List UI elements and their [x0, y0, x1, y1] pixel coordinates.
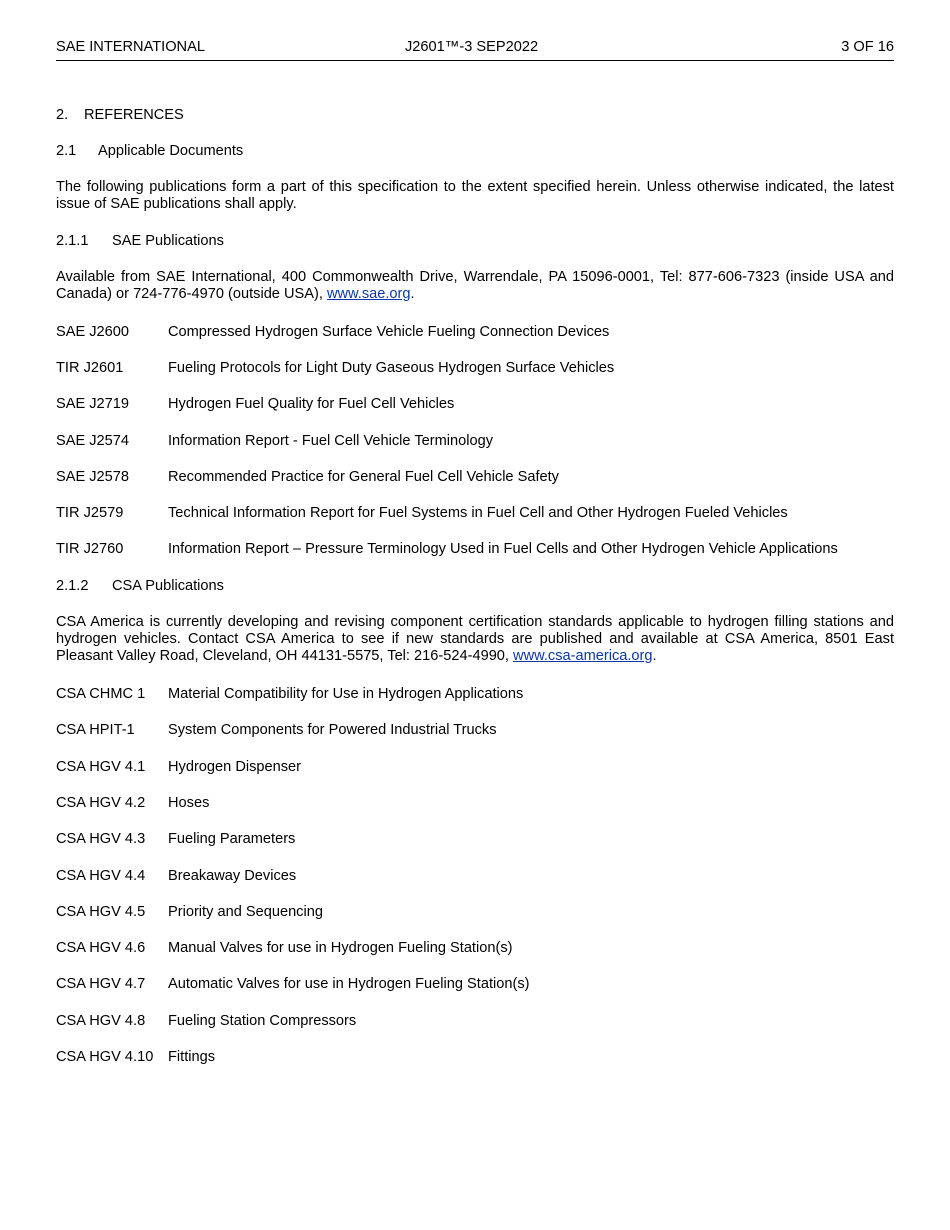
reference-row [56, 940, 894, 958]
reference-row [56, 976, 894, 994]
section-2-1-1-heading [56, 233, 894, 250]
reference-title: Hydrogen Dispenser [168, 758, 302, 775]
reference-row [56, 686, 894, 704]
reference-code: CSA HPIT-1 [56, 722, 135, 739]
reference-code: CSA HGV 4.2 [56, 794, 146, 811]
reference-code: CSA HGV 4.4 [56, 867, 146, 884]
reference-row [56, 868, 894, 886]
reference-code: TIR J2601 [56, 360, 124, 377]
csa-availability-text: CSA America is currently developing and revising component certification standards applicable to hydrogen filling stations and hydrogen vehicles. Contact CSA America to see if new standards are published and available at CSA America, 8501 East Pleasant Valley Road, Cleveland, OH 44131-5575, Tel: 216-524-4990, [56, 614, 894, 664]
reference-code: CSA HGV 4.5 [56, 903, 146, 920]
sae-availability-end: . [410, 286, 415, 302]
reference-code: SAE J2719 [56, 396, 130, 413]
header-page-number: 3 OF 16 [841, 39, 894, 55]
reference-title: Recommended Practice for General Fuel Cell Vehicle Safety [168, 468, 559, 485]
csa-website-link[interactable]: www.csa-america.org [513, 648, 653, 664]
section-2-1-heading [56, 143, 894, 160]
reference-row [56, 324, 894, 342]
reference-row [56, 360, 894, 378]
section-2-1-1-number: 2.1.1 [56, 233, 89, 249]
page-header [56, 39, 894, 61]
sae-availability-paragraph [56, 269, 894, 303]
section-2-1-1-title: SAE Publications [112, 233, 224, 249]
reference-code: CSA HGV 4.10 [56, 1049, 154, 1065]
section-2-heading [56, 107, 894, 124]
header-organization: SAE INTERNATIONAL [56, 39, 205, 55]
header-document-id: J2601™-3 SEP2022 [405, 39, 539, 55]
reference-code: CSA HGV 4.1 [56, 758, 146, 775]
reference-title: Hydrogen Fuel Quality for Fuel Cell Vehicles [168, 396, 455, 413]
reference-row [56, 722, 894, 740]
reference-code: SAE J2574 [56, 432, 130, 449]
section-2-title: REFERENCES [84, 107, 184, 123]
reference-title: Information Report - Fuel Cell Vehicle Terminology [168, 432, 493, 449]
reference-title: Material Compatibility for Use in Hydrogen Applications [168, 686, 524, 702]
sae-website-link[interactable]: www.sae.org [326, 286, 411, 302]
section-2-1-paragraph: The following publications form a part of this specification to the extent specified herein. Unless otherwise indicated, the latest issue of SAE publications shall apply. [56, 179, 894, 212]
reference-code: CSA HGV 4.6 [56, 940, 146, 957]
csa-availability-end: . [652, 648, 657, 664]
csa-availability-paragraph [56, 614, 894, 665]
section-2-1-2-number: 2.1.2 [56, 578, 89, 594]
reference-title: Priority and Sequencing [168, 903, 323, 920]
reference-title: Automatic Valves for use in Hydrogen Fueling Station(s) [168, 976, 530, 993]
reference-code: CSA HGV 4.7 [56, 976, 146, 993]
reference-title: Fueling Parameters [168, 831, 296, 848]
reference-title: Information Report – Pressure Terminology Used in Fuel Cells and Other Hydrogen Vehicle Applications [168, 541, 838, 558]
reference-title: Fittings [168, 1049, 216, 1065]
reference-title: Fueling Protocols for Light Duty Gaseous Hydrogen Surface Vehicles [168, 360, 615, 377]
reference-row [56, 904, 894, 922]
sae-availability-text: Available from SAE International, 400 Commonwealth Drive, Warrendale, PA 15096-0001, Tel: 877-606-7323 (inside USA and Canada) or 724-776-4970 (outside USA), [56, 269, 894, 302]
reference-code: CSA CHMC 1 [56, 686, 146, 702]
reference-code: TIR J2760 [56, 541, 124, 558]
reference-row [56, 795, 894, 813]
reference-row [56, 759, 894, 777]
reference-code: CSA HGV 4.3 [56, 831, 146, 848]
reference-row [56, 433, 894, 451]
reference-title: Fueling Station Compressors [168, 1012, 357, 1029]
reference-row [56, 1049, 894, 1067]
reference-code: SAE J2600 [56, 324, 130, 340]
reference-code: TIR J2579 [56, 505, 124, 521]
reference-row [56, 396, 894, 414]
document-page [56, 0, 894, 1230]
reference-code: SAE J2578 [56, 468, 130, 485]
reference-row [56, 469, 894, 487]
section-2-1-number: 2.1 [56, 143, 77, 159]
section-2-number: 2. [56, 107, 69, 123]
section-2-1-title: Applicable Documents [98, 143, 244, 159]
section-2-1-2-title: CSA Publications [112, 578, 224, 594]
reference-row [56, 831, 894, 849]
reference-title: Breakaway Devices [168, 867, 297, 884]
reference-title: Compressed Hydrogen Surface Vehicle Fueling Connection Devices [168, 324, 610, 340]
reference-title: Manual Valves for use in Hydrogen Fueling Station(s) [168, 940, 513, 957]
reference-row [56, 1013, 894, 1031]
reference-row [56, 505, 894, 523]
reference-row [56, 541, 894, 559]
reference-title: Technical Information Report for Fuel Systems in Fuel Cell and Other Hydrogen Fueled Vehicles [168, 505, 788, 521]
reference-code: CSA HGV 4.8 [56, 1012, 146, 1029]
reference-title: System Components for Powered Industrial Trucks [168, 722, 497, 739]
section-2-1-2-heading [56, 578, 894, 595]
reference-title: Hoses [168, 794, 210, 811]
